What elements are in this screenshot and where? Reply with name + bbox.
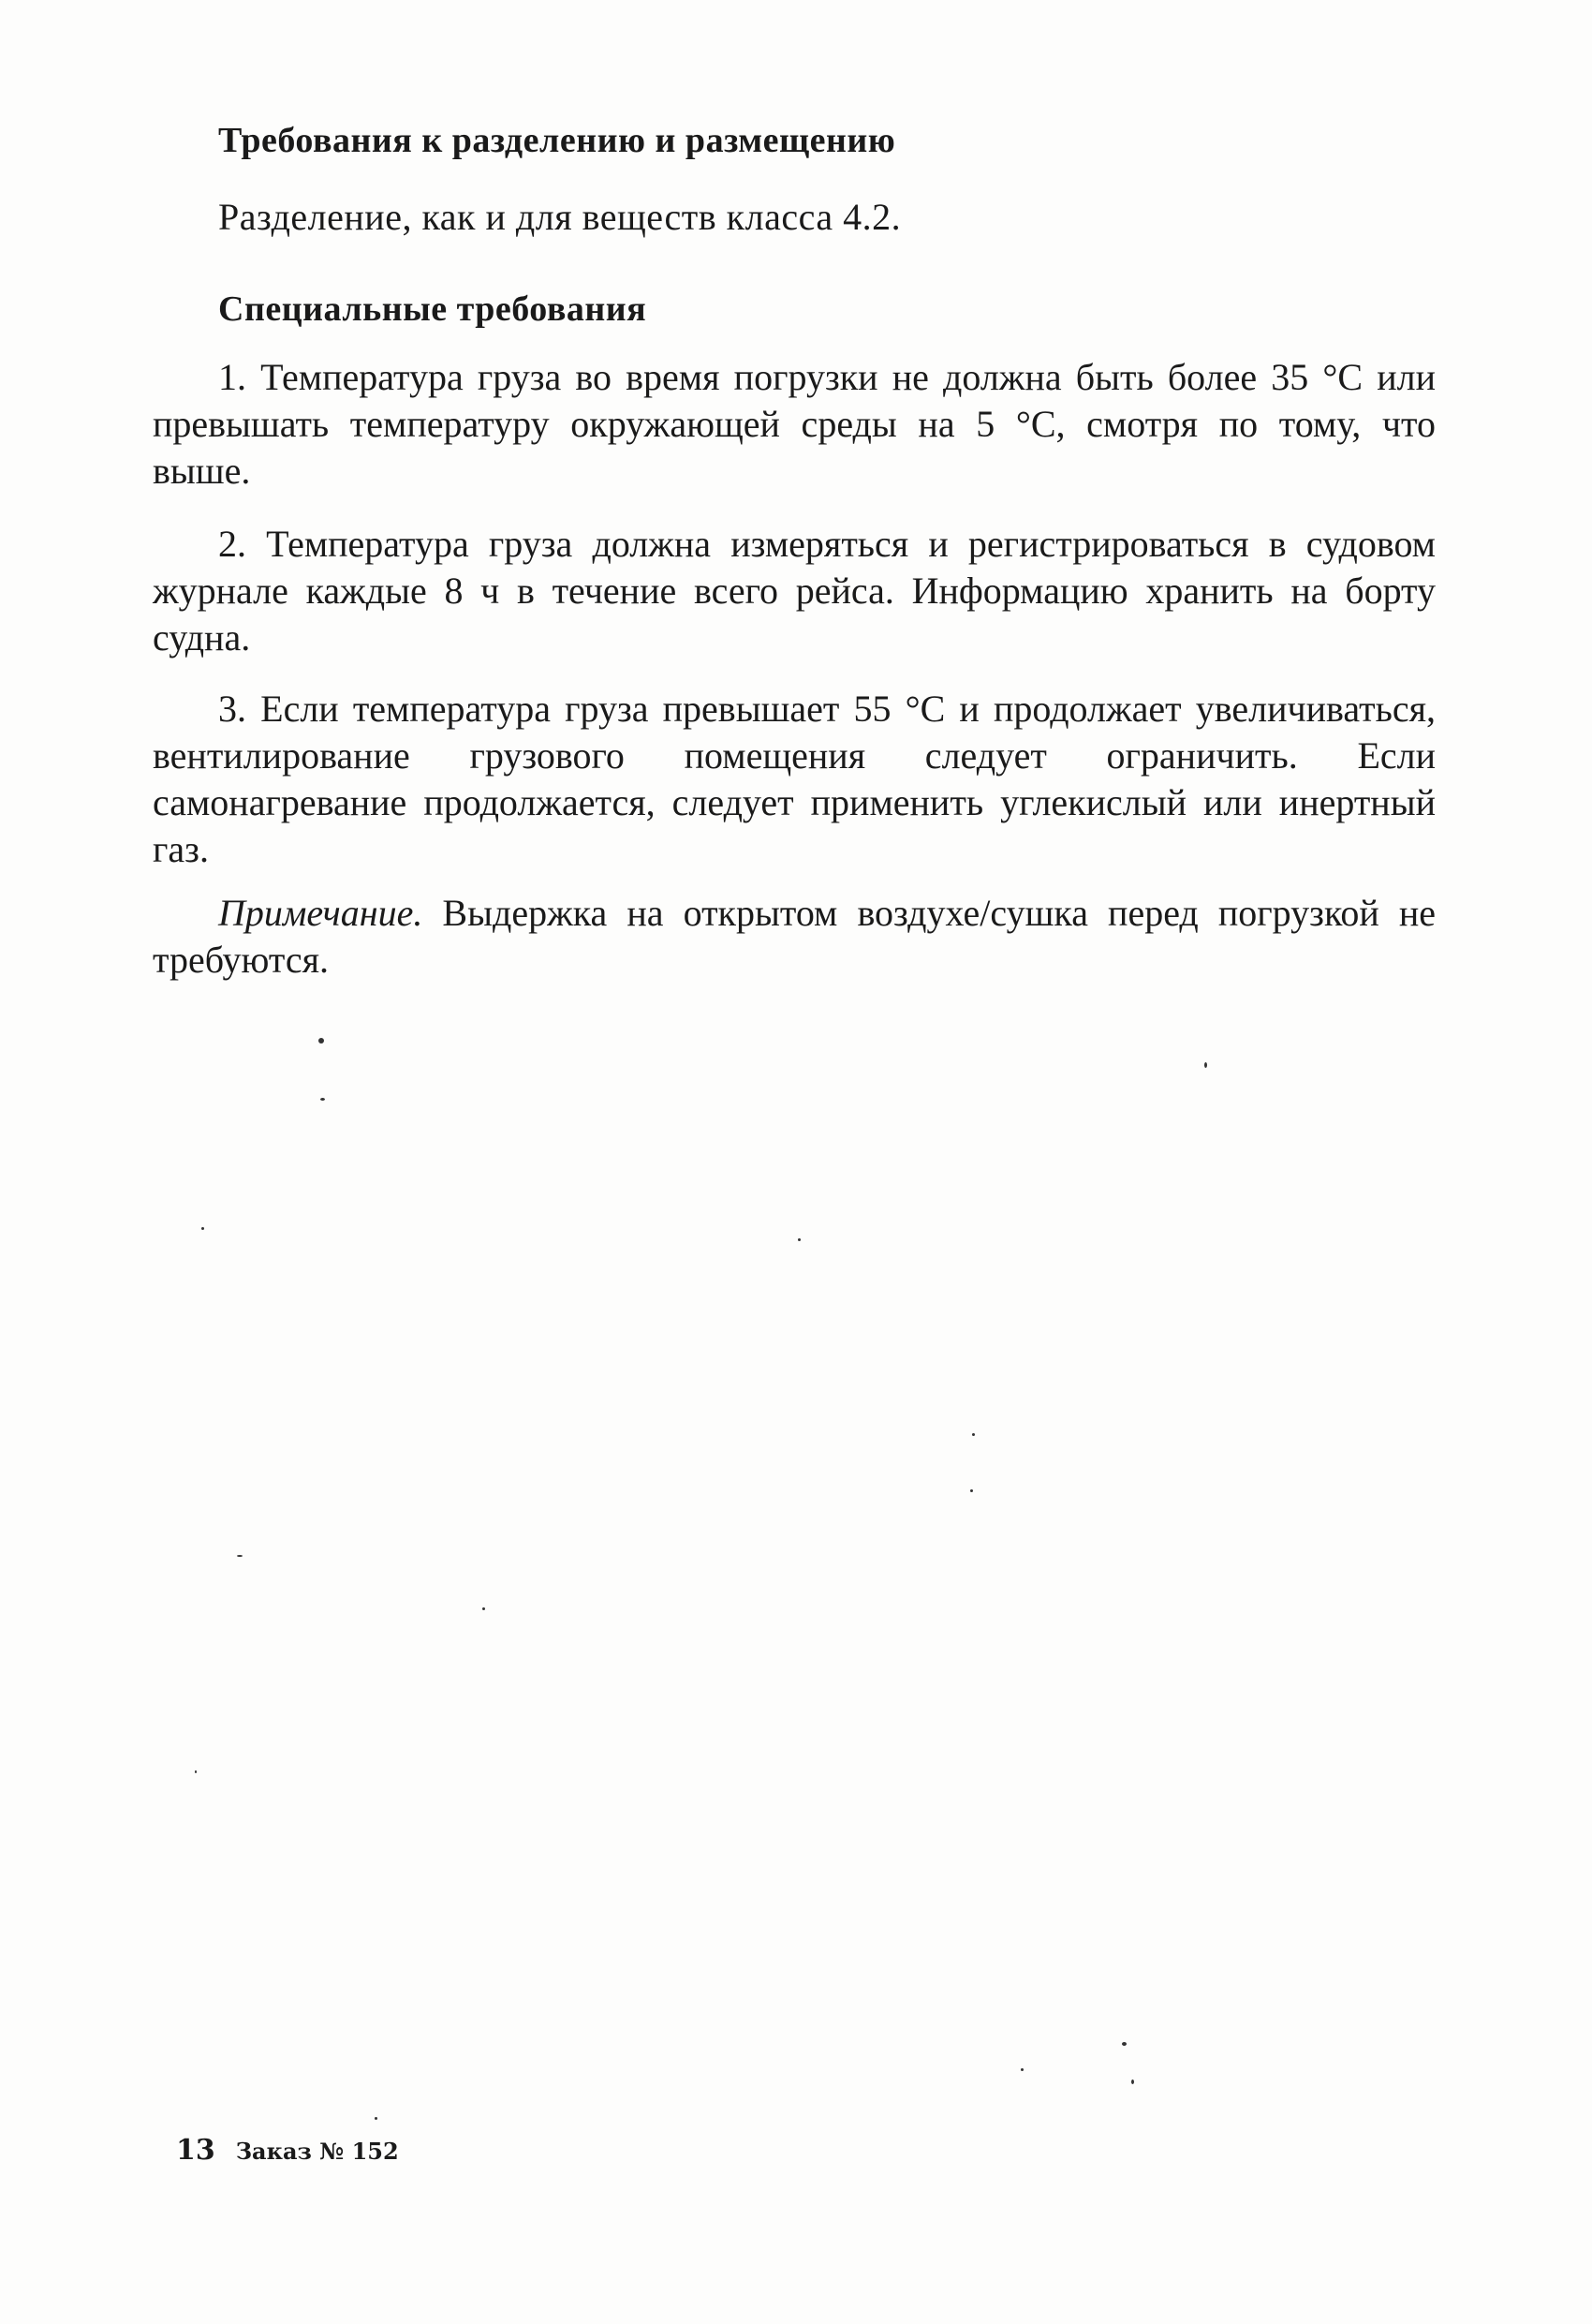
scan-speck xyxy=(318,1038,324,1044)
scan-speck xyxy=(970,1489,973,1492)
note-paragraph xyxy=(153,890,1436,984)
scan-speck xyxy=(195,1770,197,1773)
requirement-item-2 xyxy=(153,521,1436,661)
scan-speck xyxy=(320,1098,325,1101)
note-label: Примечание. xyxy=(218,892,423,934)
scan-speck xyxy=(201,1227,204,1230)
scan-speck xyxy=(1204,1062,1207,1068)
scan-speck xyxy=(375,2117,377,2120)
scan-speck xyxy=(1122,2042,1127,2046)
page-number: 13 xyxy=(176,2134,215,2167)
scan-speck xyxy=(1021,2068,1024,2071)
requirement-item-3 xyxy=(153,686,1436,873)
section-heading-special: Специальные требования xyxy=(218,289,647,329)
note-block xyxy=(153,890,1436,984)
note-text: Выдержка на открытом воздухе/сушка перед погрузкой не требуются. xyxy=(153,892,1436,981)
requirement-text: 1. Температура груза во время погрузки не должна быть более 35 °С или превышать температуру окружающей среды на 5 °С, смотря по тому, что выше. xyxy=(153,356,1436,492)
scan-speck xyxy=(798,1238,801,1241)
requirement-item-1 xyxy=(153,354,1436,495)
section-heading-separation: Требования к разделению и размещению xyxy=(218,121,896,160)
scan-speck xyxy=(237,1555,243,1557)
requirement-text: 2. Температура груза должна измеряться и регистрироваться в судовом журнале каждые 8 ч в течение всего рейса. Информацию хранить на борту судна. xyxy=(153,523,1436,659)
requirement-text: 3. Если температура груза превышает 55 °С и продолжает увеличиваться, вентилирование грузового помещения следует ограничить. Если самонагревание продолжается, следует применить углекислый или инертный газ. xyxy=(153,688,1436,870)
order-number: Заказ № 152 xyxy=(235,2138,399,2165)
scan-speck xyxy=(972,1433,975,1436)
page-footer xyxy=(176,2134,399,2167)
separation-text: Разделение, как и для веществ класса 4.2. xyxy=(218,196,902,238)
scan-speck xyxy=(1131,2080,1134,2084)
scan-speck xyxy=(482,1607,485,1610)
